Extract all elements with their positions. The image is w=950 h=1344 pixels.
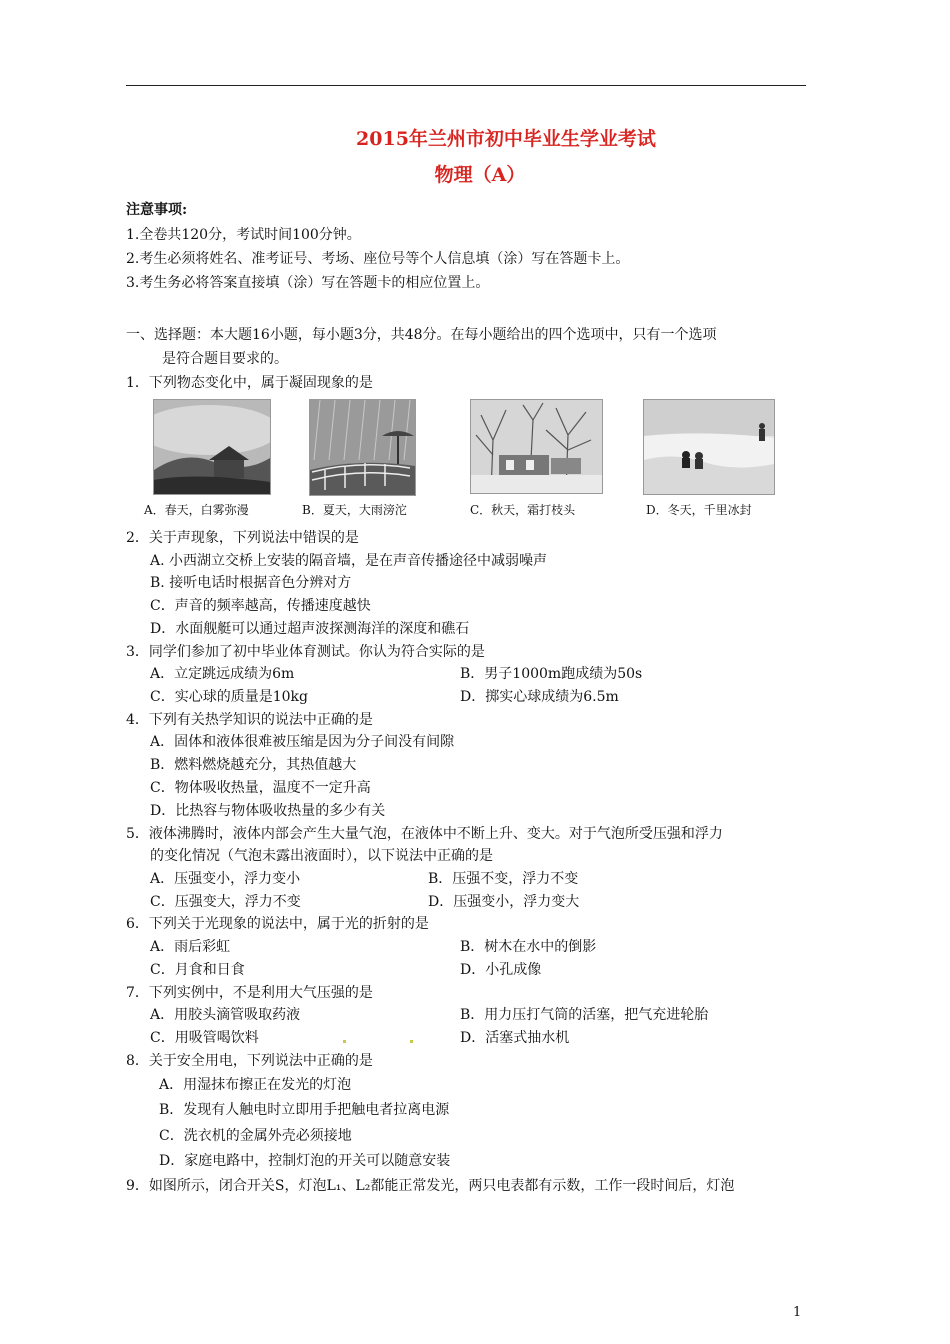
- option: A．雨后彩虹: [150, 939, 231, 955]
- option-d-caption: D．冬天，千里冰封: [646, 503, 752, 517]
- question-1-stem: 1．下列物态变化中，属于凝固现象的是: [126, 375, 373, 391]
- option: D．掷实心球成绩为6.5m: [460, 689, 619, 705]
- option: A．立定跳远成绩为6m: [150, 666, 295, 682]
- exam-subtitle: 物理（A）: [434, 164, 526, 186]
- header-rule: [126, 85, 806, 86]
- ice-photo: [643, 399, 775, 495]
- option: B．燃料燃烧越充分，其热值越大: [150, 757, 357, 773]
- notice-item: 3.考生务必将答案直接填（涂）写在答题卡的相应位置上。: [126, 275, 490, 291]
- option: C．实心球的质量是10kg: [150, 689, 308, 705]
- option: B．树木在水中的倒影: [460, 939, 597, 955]
- fog-photo: [153, 399, 271, 495]
- option: C．洗衣机的金属外壳必须接地: [159, 1128, 352, 1144]
- option: B．压强不变，浮力不变: [428, 871, 579, 887]
- question-4-stem: 4．下列有关热学知识的说法中正确的是: [126, 712, 373, 728]
- question-6-stem: 6．下列关于光现象的说法中，属于光的折射的是: [126, 916, 429, 932]
- section-heading: 一、选择题：本大题16小题，每小题3分，共48分。在每小题给出的四个选项中，只有一个选项: [126, 327, 717, 343]
- option: D．水面舰艇可以通过超声波探测海洋的深度和礁石: [150, 621, 470, 637]
- option: D．小孔成像: [460, 962, 542, 978]
- section-heading-cont: 是符合题目要求的。: [162, 351, 288, 367]
- option: B．男子1000m跑成绩为50s: [460, 666, 643, 682]
- option: D．比热容与物体吸收热量的多少有关: [150, 803, 386, 819]
- option: D．活塞式抽水机: [460, 1030, 570, 1046]
- option: D．压强变小，浮力变大: [428, 894, 580, 910]
- frost-photo: [470, 399, 603, 494]
- question-2-stem: 2．关于声现象，下列说法中错误的是: [126, 530, 359, 546]
- option: B．发现有人触电时立即用手把触电者拉离电源: [159, 1102, 450, 1118]
- option: A．用湿抹布擦正在发光的灯泡: [159, 1077, 352, 1093]
- option: C．压强变大，浮力不变: [150, 894, 301, 910]
- scan-speck: [343, 1040, 346, 1043]
- option: B．用力压打气筒的活塞，把气充进轮胎: [460, 1007, 709, 1023]
- question-3-stem: 3．同学们参加了初中毕业体育测试。你认为符合实际的是: [126, 644, 485, 660]
- page-number: 1: [793, 1305, 802, 1320]
- option: D．家庭电路中，控制灯泡的开关可以随意安装: [159, 1153, 451, 1169]
- notice-heading: 注意事项:: [126, 202, 188, 218]
- option: C．用吸管喝饮料: [150, 1030, 259, 1046]
- notice-item: 1.全卷共120分，考试时间100分钟。: [126, 227, 361, 243]
- option-b-caption: B．夏天，大雨滂沱: [302, 503, 407, 517]
- question-7-stem: 7．下列实例中，不是利用大气压强的是: [126, 985, 373, 1001]
- scan-speck: [410, 1040, 413, 1043]
- option-a-caption: A．春天，白雾弥漫: [144, 503, 249, 517]
- notice-item: 2.考生必须将姓名、准考证号、考场、座位号等个人信息填（涂）写在答题卡上。: [126, 251, 630, 267]
- question-5-stem: 5．液体沸腾时，液体内部会产生大量气泡，在液体中不断上升、变大。对于气泡所受压强和浮力: [126, 826, 723, 842]
- option: C．物体吸收热量，温度不一定升高: [150, 780, 371, 796]
- option: B. 接听电话时根据音色分辨对方: [150, 575, 352, 591]
- option: A．固体和液体很难被压缩是因为分子间没有间隙: [150, 734, 455, 750]
- option: C．月食和日食: [150, 962, 245, 978]
- question-8-stem: 8．关于安全用电，下列说法中正确的是: [126, 1053, 373, 1069]
- option: A．压强变小，浮力变小: [150, 871, 301, 887]
- rain-photo: [309, 399, 416, 496]
- question-5-stem-cont: 的变化情况（气泡未露出液面时），以下说法中正确的是: [150, 848, 493, 864]
- option-c-caption: C．秋天，霜打枝头: [470, 503, 576, 517]
- option: C．声音的频率越高，传播速度越快: [150, 598, 371, 614]
- option: A. 小西湖立交桥上安装的隔音墙，是在声音传播途径中减弱噪声: [150, 553, 548, 569]
- option: A．用胶头滴管吸取药液: [150, 1007, 301, 1023]
- exam-title: 2015年兰州市初中毕业生学业考试: [356, 128, 656, 150]
- question-9-stem: 9．如图所示，闭合开关S，灯泡L₁、L₂都能正常发光，两只电表都有示数，工作一段时间后，灯泡: [126, 1178, 735, 1194]
